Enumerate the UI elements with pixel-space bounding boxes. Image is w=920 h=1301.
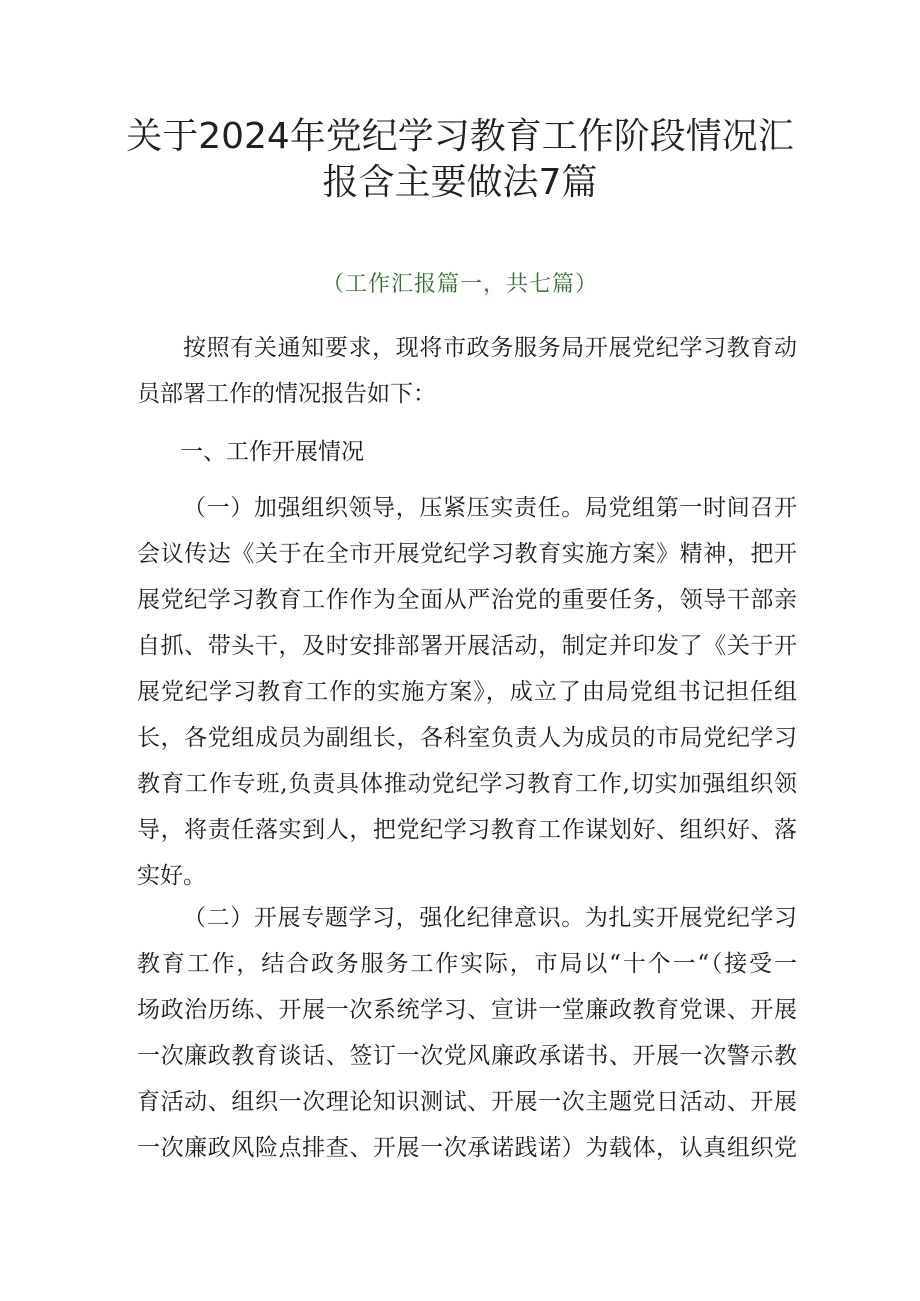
paragraph-line: 育活动、组织一次理论知识测试、开展一次主题党日活动、开展 — [137, 1089, 797, 1115]
paragraph-line: 导，将责任落实到人，把党纪学习教育工作谋划好、组织好、落 — [137, 817, 797, 843]
paragraph-line: （一）加强组织领导，压紧压实责任。局党组第一时间召开 — [183, 495, 797, 521]
section-heading: 一、工作开展情况 — [180, 439, 364, 465]
paragraph-1 — [137, 485, 797, 899]
paragraph-line: 长，各党组成员为副组长，各科室负责人为成员的市局党纪学习 — [137, 725, 797, 751]
intro-paragraph — [137, 325, 797, 417]
document-title-line-1: 关于2024年党纪学习教育工作阶段情况汇 — [126, 116, 794, 157]
paragraph-2 — [137, 895, 797, 1171]
paragraph-line: 教育工作，结合政务服务工作实际，市局以“十个一“（接受一 — [137, 951, 797, 977]
document-title-line-2: 报含主要做法7篇 — [322, 162, 598, 203]
intro-line: 按照有关通知要求，现将市政务服务局开展党纪学习教育动 — [183, 335, 797, 361]
intro-line: 员部署工作的情况报告如下： — [137, 381, 436, 407]
paragraph-line: 自抓、带头干，及时安排部署开展活动，制定并印发了《关于开 — [137, 633, 797, 659]
paragraph-line: 展党纪学习教育工作的实施方案》，成立了由局党组书记担任组 — [137, 679, 797, 705]
paragraph-line: 教育工作专班,负责具体推动党纪学习教育工作,切实加强组织领 — [137, 771, 797, 797]
paragraph-line: 一次廉政风险点排查、开展一次承诺践诺）为载体，认真组织党 — [137, 1135, 797, 1161]
document-subtitle: （工作汇报篇一，共七篇） — [321, 272, 598, 297]
paragraph-line: 会议传达《关于在全市开展党纪学习教育实施方案》精神，把开 — [137, 541, 797, 567]
paragraph-line: （二）开展专题学习，强化纪律意识。为扎实开展党纪学习 — [183, 905, 797, 931]
paragraph-line: 实好。 — [137, 863, 206, 889]
paragraph-line: 一次廉政教育谈话、签订一次党风廉政承诺书、开展一次警示教 — [137, 1043, 797, 1069]
paragraph-line: 场政治历练、开展一次系统学习、宣讲一堂廉政教育党课、开展 — [137, 997, 797, 1023]
paragraph-line: 展党纪学习教育工作作为全面从严治党的重要任务，领导干部亲 — [137, 587, 797, 613]
